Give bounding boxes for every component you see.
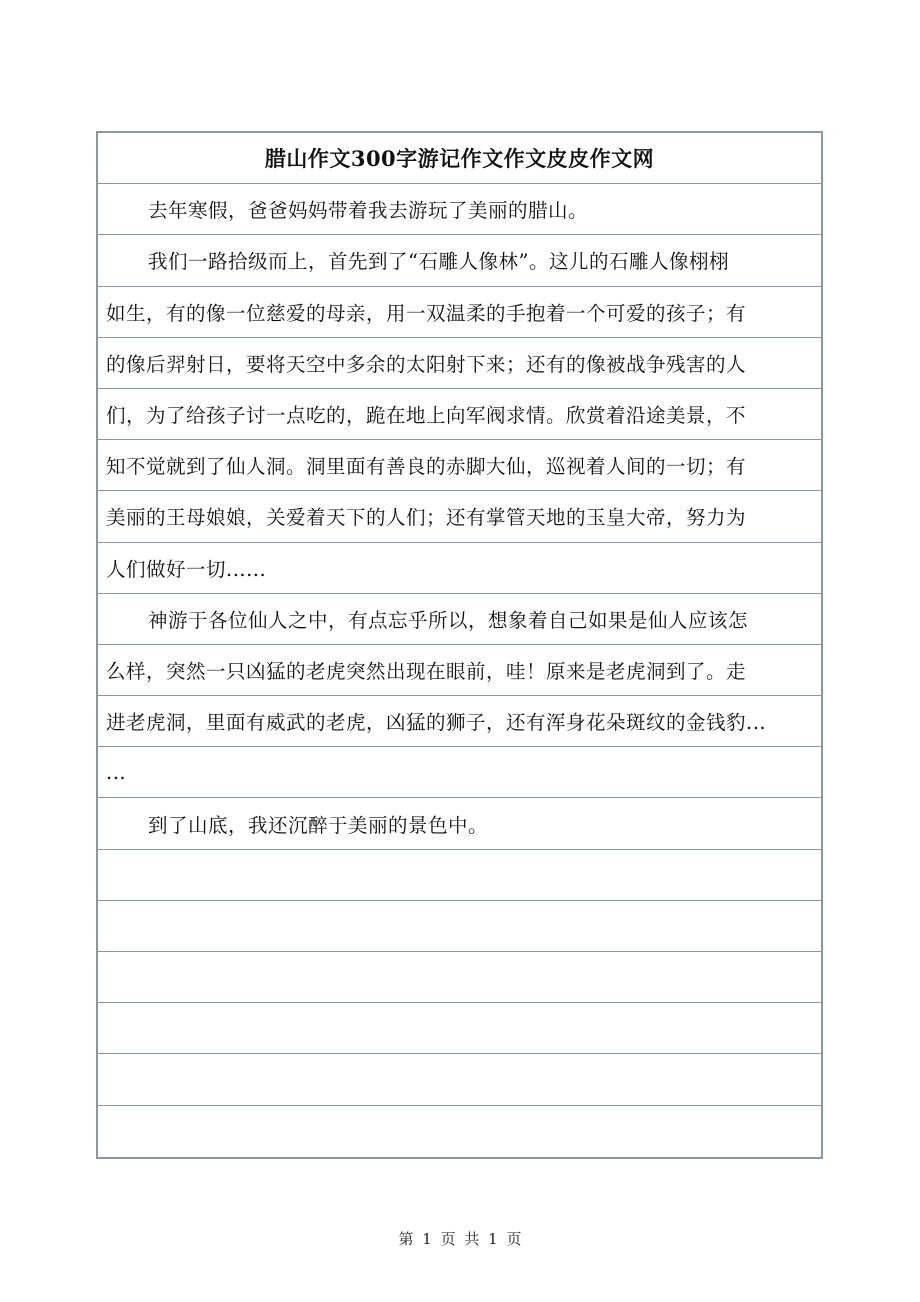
text-line: 美丽的王母娘娘，关爱着天下的人们；还有掌管天地的玉皇大帝，努力为 xyxy=(98,491,821,542)
composition-sheet xyxy=(96,131,823,1159)
text-line: 去年寒假，爸爸妈妈带着我去游玩了美丽的腊山。 xyxy=(98,184,821,235)
text-line: ... xyxy=(98,747,821,798)
text-line: 我们一路拾级而上，首先到了“石雕人像林”。这儿的石雕人像栩栩 xyxy=(98,235,821,286)
empty-line xyxy=(98,1003,821,1054)
document-title: 腊山作文300字游记作文作文皮皮作文网 xyxy=(98,133,821,184)
empty-line xyxy=(98,1106,821,1157)
text-line: 神游于各位仙人之中，有点忘乎所以，想象着自己如果是仙人应该怎 xyxy=(98,594,821,645)
empty-line xyxy=(98,850,821,901)
page-number: 第 1 页 共 1 页 xyxy=(398,1230,522,1248)
text-line: 们，为了给孩子讨一点吃的，跪在地上向军阀求情。欣赏着沿途美景，不 xyxy=(98,389,821,440)
text-line: 到了山底，我还沉醉于美丽的景色中。 xyxy=(98,798,821,849)
text-line: 知不觉就到了仙人洞。洞里面有善良的赤脚大仙，巡视着人间的一切；有 xyxy=(98,440,821,491)
text-line: 么样，突然一只凶猛的老虎突然出现在眼前，哇！原来是老虎洞到了。走 xyxy=(98,645,821,696)
text-line: 人们做好一切...... xyxy=(98,543,821,594)
empty-line xyxy=(98,952,821,1003)
text-line: 如生，有的像一位慈爱的母亲，用一双温柔的手抱着一个可爱的孩子；有 xyxy=(98,287,821,338)
text-line: 进老虎洞，里面有威武的老虎，凶猛的狮子，还有浑身花朵斑纹的金钱豹... xyxy=(98,696,821,747)
text-line: 的像后羿射日，要将天空中多余的太阳射下来；还有的像被战争残害的人 xyxy=(98,338,821,389)
empty-line xyxy=(98,1054,821,1105)
empty-line xyxy=(98,901,821,952)
